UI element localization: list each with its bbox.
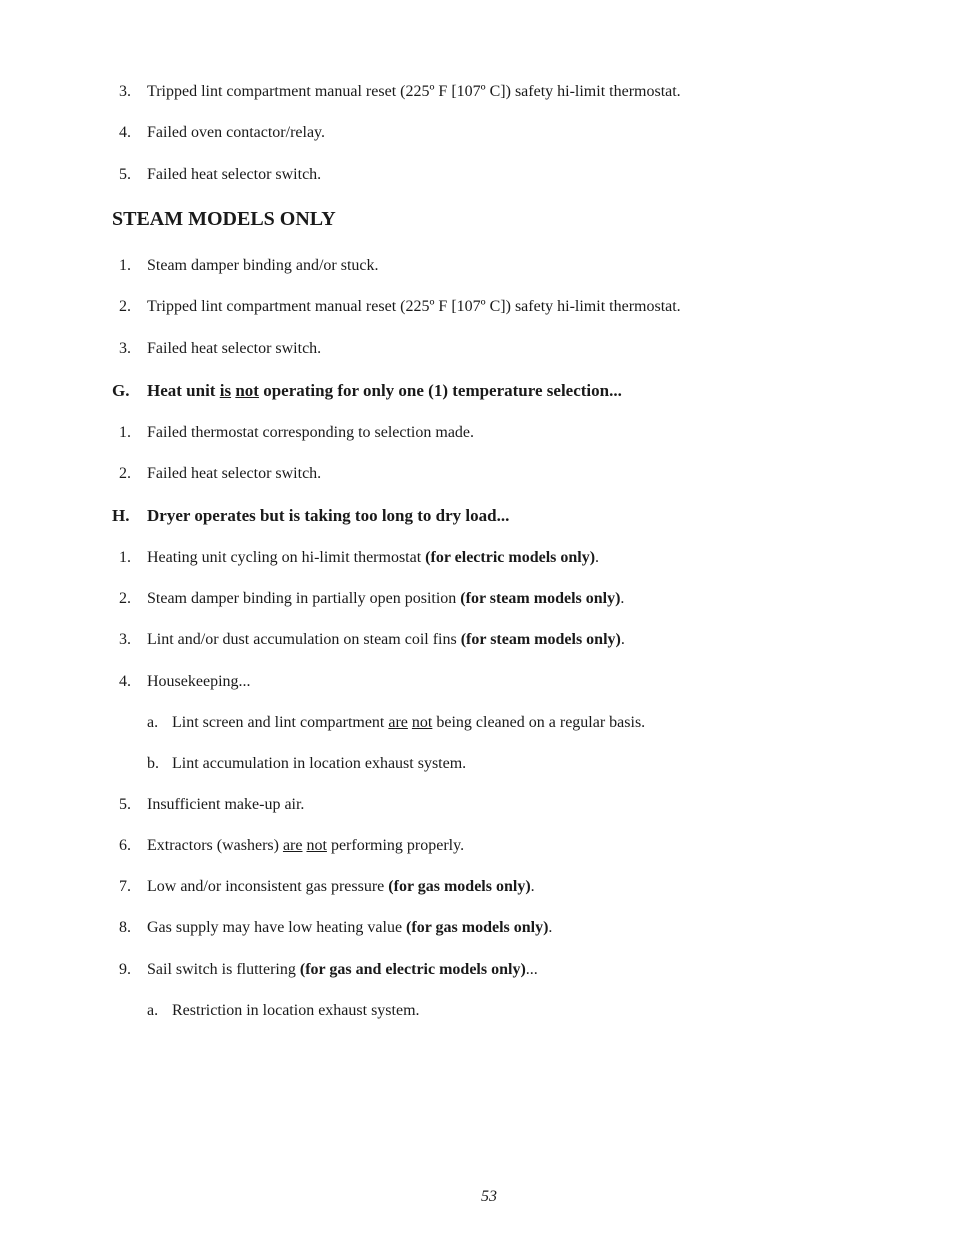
list-number: 8. [119,919,131,936]
list-item-text: Housekeeping... [147,673,251,690]
list-number: 4. [119,673,131,690]
item-text: performing properly. [326,837,465,854]
item-end: ... [525,961,538,978]
underlined-word: not [306,837,327,854]
item-end: . [548,919,553,936]
section-title-h: Dryer operates but is taking too long to dry load... [147,506,510,525]
list-number: 2. [119,298,131,315]
underlined-word: are [388,714,408,731]
item-end: . [620,631,625,648]
list-item-text [147,548,599,568]
item-text: Extractors (washers) [147,837,283,854]
list-item-text: Failed oven contactor/relay. [147,124,325,141]
title-part: Heat unit [147,381,220,400]
item-text: Gas supply may have low heating value [147,919,407,936]
section-letter-g: G. [112,381,130,400]
section-heading-steam: STEAM MODELS ONLY [112,208,336,230]
list-number: 3. [119,631,131,648]
list-number: 5. [119,166,131,183]
list-number: 2. [119,465,131,482]
list-item-text: Failed heat selector switch. [147,340,322,357]
list-number: 9. [119,961,131,978]
list-number: 3. [119,83,131,100]
item-end: . [595,549,600,566]
list-item-text: Tripped lint compartment manual reset (225º F [107º C]) safety hi-limit thermostat. [147,298,681,315]
item-text: Steam damper binding in partially open position [147,590,461,607]
list-number: 1. [119,257,131,274]
list-item-text [147,836,464,856]
item-end: . [620,590,625,607]
page-number: 53 [481,1188,497,1205]
sublist-item-text [172,713,645,733]
item-text: Lint and/or dust accumulation on steam coil fins [147,631,461,648]
list-item-text [147,630,625,650]
list-item-text: Failed heat selector switch. [147,166,322,183]
list-number: 4. [119,124,131,141]
item-end: . [530,878,535,895]
list-item-text: Insufficient make-up air. [147,796,305,813]
model-qualifier: (for gas models only) [388,878,531,895]
model-qualifier: (for gas models only) [406,919,549,936]
sublist-letter: a. [147,714,159,731]
list-item-text: Steam damper binding and/or stuck. [147,257,379,274]
section-letter-h: H. [112,506,130,525]
list-item-text: Failed heat selector switch. [147,465,322,482]
list-item-text [147,918,552,938]
model-qualifier: (for electric models only) [425,549,596,566]
model-qualifier: (for steam models only) [460,590,621,607]
title-part: operating for only one (1) temperature selection... [258,381,622,400]
item-text: Heating unit cycling on hi-limit thermostat [147,549,426,566]
underlined-word: not [411,714,433,731]
underlined-word: is [219,381,232,400]
list-item-text: Tripped lint compartment manual reset (225º F [107º C]) safety hi-limit thermostat. [147,83,681,100]
item-text: being cleaned on a regular basis. [432,714,646,731]
item-text: Sail switch is fluttering [147,961,300,978]
model-qualifier: (for steam models only) [460,631,621,648]
sublist-letter: b. [147,755,159,772]
underlined-word: are [282,837,303,854]
list-number: 2. [119,590,131,607]
list-number: 5. [119,796,131,813]
list-item-text: Failed thermostat corresponding to selection made. [147,424,475,441]
list-item-text [147,960,538,980]
list-number: 6. [119,837,131,854]
sublist-letter: a. [147,1002,159,1019]
item-text: Lint screen and lint compartment [172,714,389,731]
list-item-text [147,589,624,609]
list-number: 1. [119,549,131,566]
list-item-text [147,877,535,897]
model-qualifier: (for gas and electric models only) [299,961,526,978]
item-text: Low and/or inconsistent gas pressure [147,878,389,895]
list-number: 3. [119,340,131,357]
sublist-item-text: Lint accumulation in location exhaust system. [172,755,467,772]
sublist-item-text: Restriction in location exhaust system. [172,1002,420,1019]
list-number: 7. [119,878,131,895]
underlined-word: not [235,381,259,400]
section-title-g [147,380,622,402]
list-number: 1. [119,424,131,441]
